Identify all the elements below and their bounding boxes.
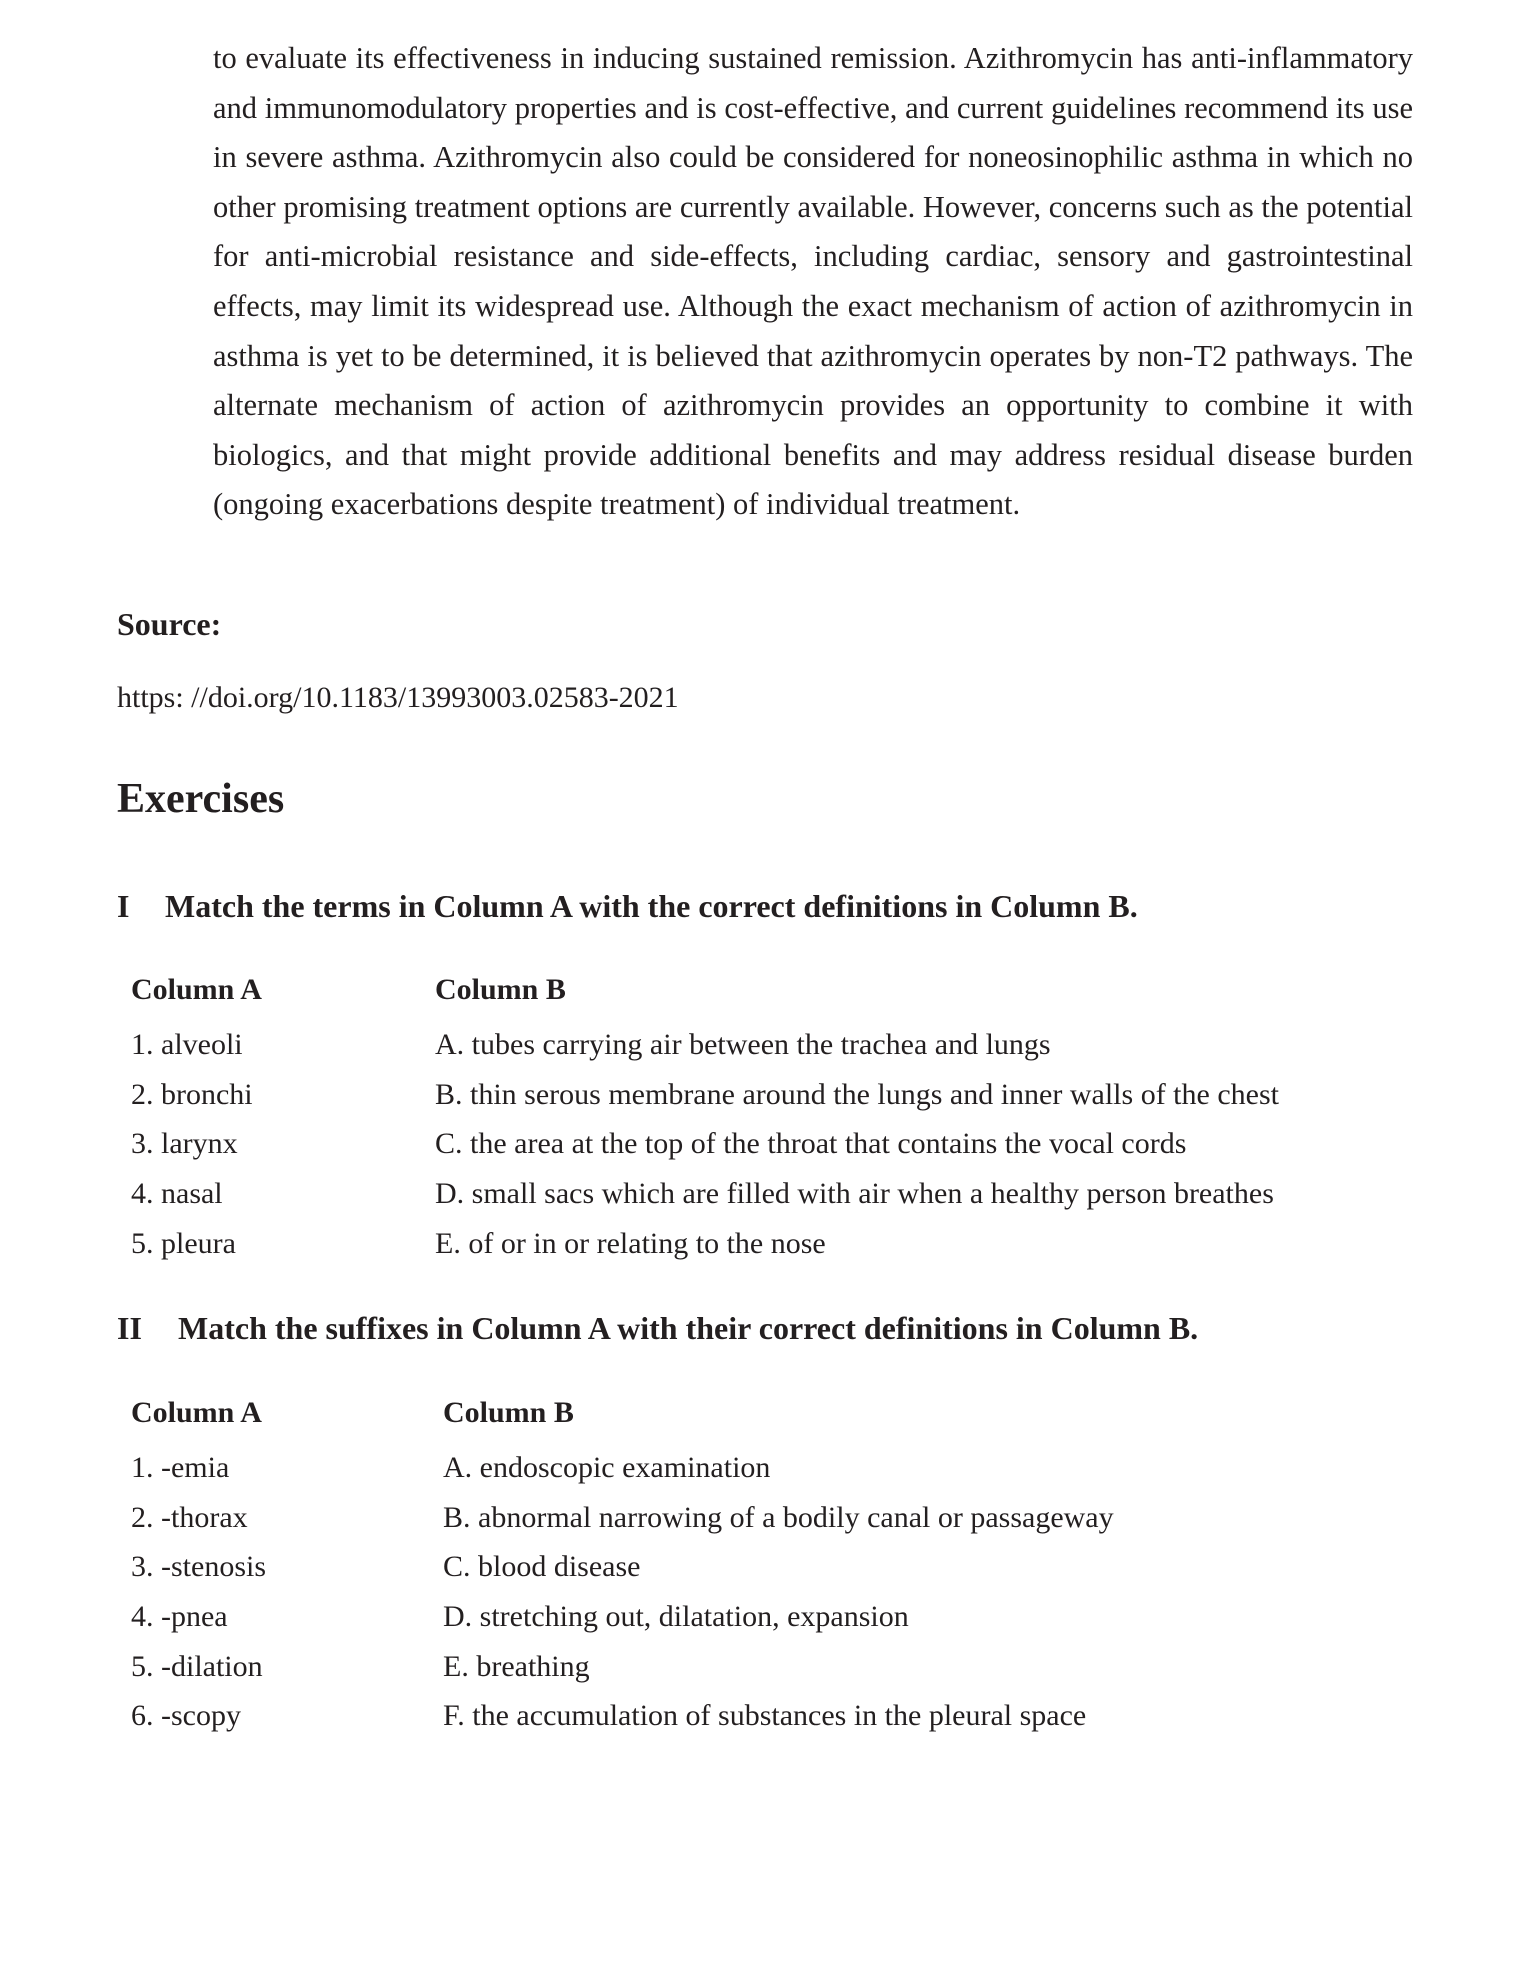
list-item: 4. -pnea: [131, 1600, 228, 1634]
intro-paragraph: to evaluate its effectiveness in inducing sustained remission. Azithromycin has anti-inflammatory and immunomodulatory properties and is cost-effective, and current guidelines recommend its use in severe asthma. Azithromycin also could be considered for noneosinophilic asthma in which no other promising treatment options are currently available. However, concerns such as the potential for anti-microbial resistance and side-effects, including cardiac, sensory and gastrointestinal effects, may limit its widespread use. Although the exact mechanism of action of azithromycin in asthma is yet to be determined, it is believed that azithromycin operates by non-T2 pathways. The alternate mechanism of action of azithromycin provides an opportunity to combine it with biologics, and that might provide additional benefits and may address residual disease burden (ongoing exacerbations despite treatment) of individual treatment.: [213, 41, 1413, 522]
exercise-1-column-b-list: [435, 1020, 1279, 1268]
source-link[interactable]: https: //doi.org/10.1183/13993003.02583-2021: [117, 681, 679, 714]
list-item: 6. -scopy: [131, 1699, 241, 1733]
exercise-2-instruction: Match the suffixes in Column A with their correct definitions in Column B.: [178, 1310, 1199, 1346]
list-item: 1. -emia: [131, 1451, 230, 1484]
list-item: A. endoscopic examination: [443, 1451, 771, 1484]
list-item: C. blood disease: [443, 1550, 641, 1584]
exercise-1-heading: [117, 888, 1138, 925]
list-item: F. the accumulation of substances in the pleural space: [443, 1699, 1087, 1733]
list-item: 2. bronchi: [131, 1077, 253, 1111]
list-item: 2. -thorax: [131, 1500, 248, 1534]
exercise-1-column-a-header: Column A: [131, 973, 262, 1006]
list-item: 3. larynx: [131, 1127, 238, 1161]
exercise-2-number: II: [117, 1310, 142, 1346]
exercise-1-column-b-header: Column B: [435, 973, 566, 1006]
exercise-2-column-b-header: Column B: [443, 1396, 574, 1429]
list-item: E. of or in or relating to the nose: [435, 1226, 826, 1260]
exercise-1-column-a-list: [131, 1020, 253, 1268]
exercise-2-column-b-list: [443, 1443, 1114, 1741]
exercises-title: Exercises: [117, 776, 285, 822]
list-item: 3. -stenosis: [131, 1550, 266, 1584]
exercise-2-column-a-header: Column A: [131, 1396, 262, 1429]
list-item: B. thin serous membrane around the lungs and inner walls of the chest: [435, 1077, 1279, 1111]
source-label: Source:: [117, 606, 222, 642]
list-item: E. breathing: [443, 1649, 590, 1683]
list-item: 5. -dilation: [131, 1649, 263, 1683]
exercise-2-heading: [117, 1310, 1198, 1347]
list-item: 5. pleura: [131, 1226, 236, 1260]
list-item: 1. alveoli: [131, 1028, 243, 1061]
list-item: A. tubes carrying air between the trachea and lungs: [435, 1028, 1051, 1061]
list-item: B. abnormal narrowing of a bodily canal or passageway: [443, 1500, 1114, 1534]
list-item: D. stretching out, dilatation, expansion: [443, 1600, 909, 1634]
exercise-1-number: I: [117, 888, 130, 924]
exercise-2-column-a-list: [131, 1443, 266, 1741]
list-item: D. small sacs which are filled with air when a healthy person breathes: [435, 1177, 1274, 1211]
exercise-1-instruction: Match the terms in Column A with the correct definitions in Column B.: [165, 888, 1138, 924]
list-item: 4. nasal: [131, 1177, 223, 1211]
list-item: C. the area at the top of the throat that contains the vocal cords: [435, 1127, 1187, 1161]
